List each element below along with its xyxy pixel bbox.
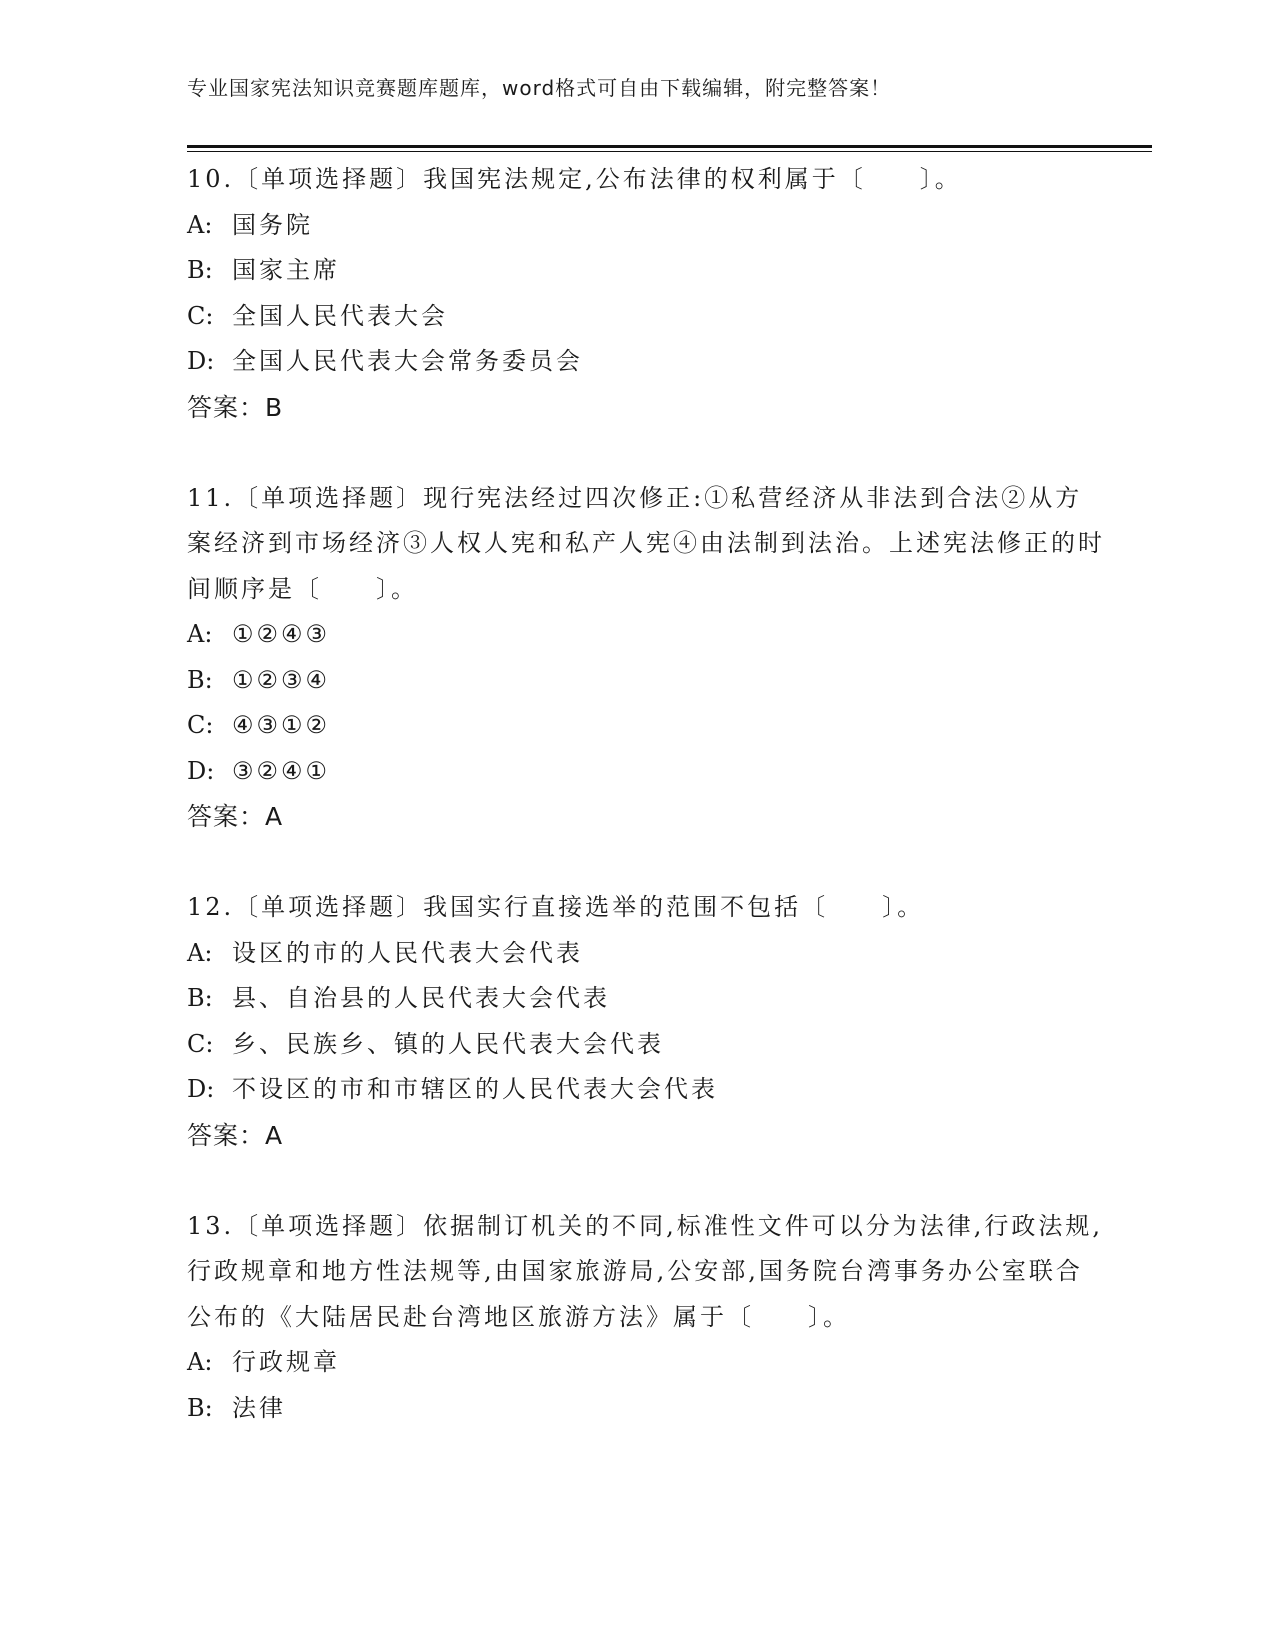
option-letter: B: [187, 1393, 213, 1422]
option-text: ①②④③ [232, 620, 331, 648]
option-letter: A: [187, 1348, 213, 1376]
option-a [187, 931, 1107, 977]
option-c [187, 294, 1107, 340]
option-text: 行政规章 [232, 1348, 340, 1376]
question-text: 12.〔单项选择题〕我国实行直接选举的范围不包括〔 〕。 [187, 893, 925, 921]
option-letter: B: [187, 256, 213, 284]
option-c [187, 703, 1107, 749]
option-text: 法律 [232, 1393, 286, 1422]
question-text: 13.〔单项选择题〕依据制订机关的不同,标准性文件可以分为法律,行政法规,行政规章和地方性法规等,由国家旅游局,公安部,国务院台湾事务办公室联合公布的《大陆居民赴台湾地区旅游方法》属于〔 〕。 [187, 1211, 1104, 1331]
option-d [187, 749, 1107, 795]
question-11 [187, 476, 1107, 840]
option-text: 国家主席 [232, 256, 340, 284]
option-b [187, 1386, 1107, 1432]
answer-line: 答案：A [187, 802, 284, 831]
option-text: 县、自治县的人民代表大会代表 [232, 984, 610, 1012]
answer-line: 答案：B [187, 392, 284, 422]
header-rule-thin [187, 151, 1152, 152]
option-text: 设区的市的人民代表大会代表 [232, 938, 583, 967]
option-d [187, 339, 1107, 385]
option-letter: D: [187, 347, 215, 375]
option-letter: B: [187, 984, 213, 1012]
option-letter: A: [187, 938, 213, 967]
answer-line: 答案：A [187, 1120, 284, 1150]
option-text: 不设区的市和市辖区的人民代表大会代表 [232, 1075, 718, 1103]
option-text: 国务院 [232, 210, 313, 239]
option-a [187, 203, 1107, 249]
option-letter: B: [187, 665, 213, 694]
option-letter: A: [187, 620, 213, 648]
option-b [187, 248, 1107, 294]
question-10 [187, 157, 1107, 430]
option-b [187, 976, 1107, 1022]
option-d [187, 1067, 1107, 1113]
option-text: ③②④① [232, 756, 331, 785]
option-a [187, 612, 1107, 658]
option-letter: C: [187, 1029, 214, 1058]
header-rule-thick [187, 145, 1152, 148]
question-13 [187, 1204, 1107, 1432]
option-text: 全国人民代表大会常务委员会 [232, 347, 583, 375]
option-a [187, 1340, 1107, 1386]
question-text: 10.〔单项选择题〕我国宪法规定,公布法律的权利属于〔 〕。 [187, 165, 962, 193]
question-list [187, 157, 1107, 1477]
option-letter: D: [187, 1075, 215, 1103]
option-text: 全国人民代表大会 [232, 301, 448, 330]
option-letter: D: [187, 756, 215, 785]
option-b [187, 658, 1107, 704]
question-text: 11.〔单项选择题〕现行宪法经过四次修正:①私营经济从非法到合法②从方案经济到市场经济③人权人宪和私产人宪④由法制到法治。上述宪法修正的时间顺序是〔 〕。 [187, 483, 1105, 603]
page-header: 专业国家宪法知识竞赛题库题库，word格式可自由下载编辑，附完整答案！ [187, 76, 892, 100]
option-c [187, 1022, 1107, 1068]
option-letter: A: [187, 210, 213, 239]
option-text: ④③①② [232, 711, 331, 739]
option-letter: C: [187, 711, 214, 739]
option-letter: C: [187, 301, 214, 330]
option-text: ①②③④ [232, 665, 331, 694]
question-12 [187, 885, 1107, 1158]
option-text: 乡、民族乡、镇的人民代表大会代表 [232, 1029, 664, 1058]
